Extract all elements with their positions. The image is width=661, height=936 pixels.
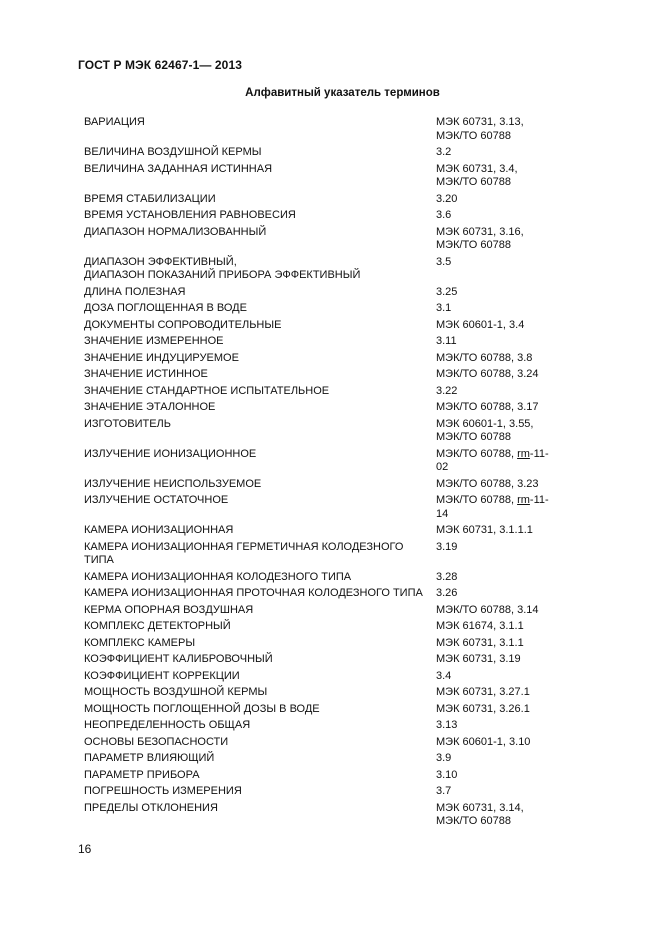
term-name [84, 637, 436, 651]
term-name [84, 193, 436, 207]
term-reference [436, 736, 554, 750]
reference-line [436, 448, 554, 475]
term-row [84, 116, 554, 143]
term-line: КОЭФФИЦИЕНТ КАЛИБРОВОЧНЫЙ [84, 653, 273, 665]
term-line: КЕРМА ОПОРНАЯ ВОЗДУШНАЯ [84, 603, 254, 616]
term-name [84, 752, 436, 766]
reference-line: 3.22 [436, 384, 458, 397]
term-row [84, 256, 554, 283]
term-line: ЗНАЧЕНИЕ ИЗМЕРЕННОЕ [84, 335, 224, 347]
reference-line: МЭК 60731, 3.14, [436, 801, 524, 814]
term-line: ИЗЛУЧЕНИЕ НЕИСПОЛЬЗУЕМОЕ [84, 477, 262, 490]
reference-line: 3.1 [436, 302, 452, 314]
reference-line: МЭК 60731, 3.16, [436, 225, 524, 238]
term-row [84, 385, 554, 399]
reference-line: МЭК 60731, 3.13, [436, 116, 524, 128]
term-row [84, 785, 554, 799]
term-name [84, 478, 436, 492]
term-line: ДЛИНА ПОЛЕЗНАЯ [84, 285, 186, 298]
term-line: ПАРАМЕТР ПРИБОРА [84, 768, 200, 781]
reference-line: МЭК 60731, 3.1.1 [436, 636, 524, 649]
term-line: МОЩНОСТЬ ВОЗДУШНОЙ КЕРМЫ [84, 686, 268, 698]
term-name [84, 226, 436, 253]
term-row [84, 368, 554, 382]
term-row [84, 802, 554, 829]
reference-line: МЭК/ТО 60788 [436, 431, 511, 443]
reference-part: -11-02 [436, 447, 549, 473]
term-name [84, 448, 436, 475]
term-row [84, 418, 554, 445]
term-name [84, 686, 436, 700]
reference-line: МЭК 60731, 3.4, [436, 162, 518, 175]
term-line: ЗНАЧЕНИЕ ЭТАЛОННОЕ [84, 401, 216, 413]
term-reference [436, 541, 554, 568]
term-line: ПАРАМЕТР ВЛИЯЮЩИЙ [84, 752, 215, 764]
term-name [84, 286, 436, 300]
term-line: ТИПА [84, 554, 114, 566]
term-name [84, 719, 436, 733]
reference-line: МЭК/ТО 60788 [436, 176, 511, 188]
document-code: ГОСТ Р МЭК 62467-1— 2013 [78, 58, 243, 72]
term-name [84, 209, 436, 223]
term-line: КАМЕРА ИОНИЗАЦИОННАЯ ГЕРМЕТИЧНАЯ КОЛОДЕЗНОГО [84, 540, 404, 553]
term-name [84, 335, 436, 349]
term-row [84, 670, 554, 684]
term-reference [436, 587, 554, 601]
reference-line: МЭК 61674, 3.1.1 [436, 620, 524, 632]
term-row [84, 494, 554, 521]
term-row [84, 703, 554, 717]
term-reference [436, 524, 554, 538]
term-reference [436, 352, 554, 366]
term-line: ИЗЛУЧЕНИЕ ИОНИЗАЦИОННОЕ [84, 447, 257, 460]
term-row [84, 478, 554, 492]
reference-line: 3.28 [436, 570, 458, 583]
term-line: КОМПЛЕКС КАМЕРЫ [84, 636, 196, 649]
term-line: ВЕЛИЧИНА ЗАДАННАЯ ИСТИННАЯ [84, 162, 273, 175]
term-row [84, 302, 554, 316]
term-line: ВРЕМЯ УСТАНОВЛЕНИЯ РАВНОВЕСИЯ [84, 209, 296, 221]
term-line: ДИАПАЗОН ПОКАЗАНИЙ ПРИБОРА ЭФФЕКТИВНЫЙ [84, 269, 361, 281]
term-reference [436, 163, 554, 190]
term-row [84, 653, 554, 667]
reference-line: 3.25 [436, 285, 458, 298]
reference-line: МЭК/ТО 60788, 3.24 [436, 368, 539, 380]
reference-line [436, 494, 554, 521]
term-name [84, 319, 436, 333]
term-reference [436, 448, 554, 475]
term-row [84, 769, 554, 783]
term-row [84, 620, 554, 634]
term-name [84, 116, 436, 143]
term-reference [436, 319, 554, 333]
term-reference [436, 686, 554, 700]
term-line: КОЭФФИЦИЕНТ КОРРЕКЦИИ [84, 669, 240, 682]
term-row [84, 352, 554, 366]
term-name [84, 524, 436, 538]
reference-part: МЭК/ТО 60788, [436, 447, 518, 460]
term-name [84, 352, 436, 366]
term-row [84, 448, 554, 475]
term-name [84, 670, 436, 684]
reference-line: МЭК 60601-1, 3.10 [436, 735, 531, 748]
reference-line: МЭК 60731, 3.27.1 [436, 686, 530, 698]
reference-part: МЭК/ТО 60788, [436, 494, 518, 506]
term-line: КАМЕРА ИОНИЗАЦИОННАЯ ПРОТОЧНАЯ КОЛОДЕЗНОГО ТИПА [84, 587, 423, 599]
term-reference [436, 719, 554, 733]
term-line: ВРЕМЯ СТАБИЛИЗАЦИИ [84, 192, 216, 205]
term-row [84, 226, 554, 253]
term-row [84, 541, 554, 568]
term-row [84, 571, 554, 585]
term-reference [436, 752, 554, 766]
term-row [84, 286, 554, 300]
reference-line: 3.6 [436, 209, 452, 221]
term-line: ДИАПАЗОН ЭФФЕКТИВНЫЙ, [84, 255, 237, 268]
term-row [84, 319, 554, 333]
reference-line: МЭК 60731, 3.26.1 [436, 702, 530, 715]
term-row [84, 604, 554, 618]
term-line: ИЗЛУЧЕНИЕ ОСТАТОЧНОЕ [84, 494, 229, 506]
reference-line: 3.4 [436, 669, 452, 682]
reference-line: МЭК 60601-1, 3.55, [436, 417, 534, 430]
term-row [84, 209, 554, 223]
term-reference [436, 286, 554, 300]
term-reference [436, 494, 554, 521]
term-reference [436, 146, 554, 160]
term-line: ДОКУМЕНТЫ СОПРОВОДИТЕЛЬНЫЕ [84, 318, 282, 331]
term-line: ВАРИАЦИЯ [84, 116, 145, 128]
term-reference [436, 604, 554, 618]
term-name [84, 418, 436, 445]
term-name [84, 401, 436, 415]
term-name [84, 769, 436, 783]
term-name [84, 653, 436, 667]
term-index-list [84, 116, 554, 832]
term-reference [436, 769, 554, 783]
term-reference [436, 802, 554, 829]
term-name [84, 802, 436, 829]
term-row [84, 736, 554, 750]
reference-prefix-underlined: rm [517, 447, 530, 460]
reference-line: 3.9 [436, 752, 452, 764]
term-name [84, 541, 436, 568]
term-reference [436, 401, 554, 415]
term-reference [436, 571, 554, 585]
term-reference [436, 302, 554, 316]
term-reference [436, 116, 554, 143]
term-name [84, 620, 436, 634]
section-title: Алфавитный указатель терминов [245, 87, 440, 99]
reference-line: 3.20 [436, 192, 458, 205]
reference-line: 3.19 [436, 540, 458, 553]
reference-part: -11-14 [436, 494, 549, 520]
reference-line: 3.13 [436, 719, 458, 731]
term-line: ДОЗА ПОГЛОЩЕННАЯ В ВОДЕ [84, 302, 247, 314]
term-line: ЗНАЧЕНИЕ СТАНДАРТНОЕ ИСПЫТАТЕЛЬНОЕ [84, 384, 330, 397]
term-name [84, 571, 436, 585]
reference-line: МЭК/ТО 60788, 3.14 [436, 603, 539, 616]
term-row [84, 587, 554, 601]
term-reference [436, 785, 554, 799]
term-reference [436, 385, 554, 399]
term-reference [436, 256, 554, 283]
term-reference [436, 637, 554, 651]
reference-line: 3.5 [436, 255, 452, 268]
term-reference [436, 478, 554, 492]
term-reference [436, 620, 554, 634]
term-name [84, 494, 436, 521]
term-name [84, 736, 436, 750]
term-reference [436, 418, 554, 445]
reference-line: МЭК/ТО 60788 [436, 239, 511, 251]
reference-line: 3.11 [436, 335, 457, 347]
term-reference [436, 193, 554, 207]
term-row [84, 524, 554, 538]
term-reference [436, 670, 554, 684]
term-line: МОЩНОСТЬ ПОГЛОЩЕННОЙ ДОЗЫ В ВОДЕ [84, 702, 320, 715]
term-reference [436, 703, 554, 717]
reference-line: МЭК 60601-1, 3.4 [436, 318, 525, 331]
term-line: КОМПЛЕКС ДЕТЕКТОРНЫЙ [84, 620, 231, 632]
term-row [84, 752, 554, 766]
term-name [84, 163, 436, 190]
reference-line: МЭК/ТО 60788 [436, 815, 511, 827]
reference-line: МЭК/ТО 60788, 3.23 [436, 477, 539, 490]
term-reference [436, 335, 554, 349]
term-line: ИЗГОТОВИТЕЛЬ [84, 417, 171, 430]
term-name [84, 587, 436, 601]
term-line: ЗНАЧЕНИЕ ИСТИННОЕ [84, 368, 208, 380]
term-name [84, 785, 436, 799]
term-reference [436, 226, 554, 253]
term-row [84, 163, 554, 190]
term-line: ДИАПАЗОН НОРМАЛИЗОВАННЫЙ [84, 225, 267, 238]
term-row [84, 193, 554, 207]
term-row [84, 719, 554, 733]
term-line: ПОГРЕШНОСТЬ ИЗМЕРЕНИЯ [84, 785, 242, 797]
term-name [84, 302, 436, 316]
term-line: НЕОПРЕДЕЛЕННОСТЬ ОБЩАЯ [84, 719, 251, 731]
reference-line: МЭК 60731, 3.19 [436, 653, 521, 665]
term-name [84, 604, 436, 618]
term-name [84, 368, 436, 382]
reference-line: МЭК/ТО 60788, 3.17 [436, 401, 539, 413]
term-name [84, 146, 436, 160]
term-reference [436, 368, 554, 382]
term-line: ОСНОВЫ БЕЗОПАСНОСТИ [84, 735, 229, 748]
term-row [84, 401, 554, 415]
term-name [84, 256, 436, 283]
term-row [84, 637, 554, 651]
term-name [84, 703, 436, 717]
term-line: КАМЕРА ИОНИЗАЦИОННАЯ [84, 524, 234, 536]
reference-line: МЭК 60731, 3.1.1.1 [436, 524, 533, 536]
reference-line: 3.10 [436, 768, 458, 781]
reference-prefix-underlined: rm [517, 494, 530, 506]
term-line: КАМЕРА ИОНИЗАЦИОННАЯ КОЛОДЕЗНОГО ТИПА [84, 570, 352, 583]
term-line: ЗНАЧЕНИЕ ИНДУЦИРУЕМОЕ [84, 351, 239, 364]
reference-line: 3.2 [436, 146, 452, 158]
term-row [84, 686, 554, 700]
term-reference [436, 209, 554, 223]
term-reference [436, 653, 554, 667]
term-row [84, 335, 554, 349]
term-row [84, 146, 554, 160]
reference-line: МЭК/ТО 60788, 3.8 [436, 351, 533, 364]
reference-line: 3.7 [436, 785, 452, 797]
term-line: ПРЕДЕЛЫ ОТКЛОНЕНИЯ [84, 801, 218, 814]
term-line: ВЕЛИЧИНА ВОЗДУШНОЙ КЕРМЫ [84, 146, 262, 158]
reference-line: МЭК/ТО 60788 [436, 129, 511, 142]
reference-line: 3.26 [436, 587, 458, 599]
page-number: 16 [78, 842, 92, 856]
term-name [84, 385, 436, 399]
